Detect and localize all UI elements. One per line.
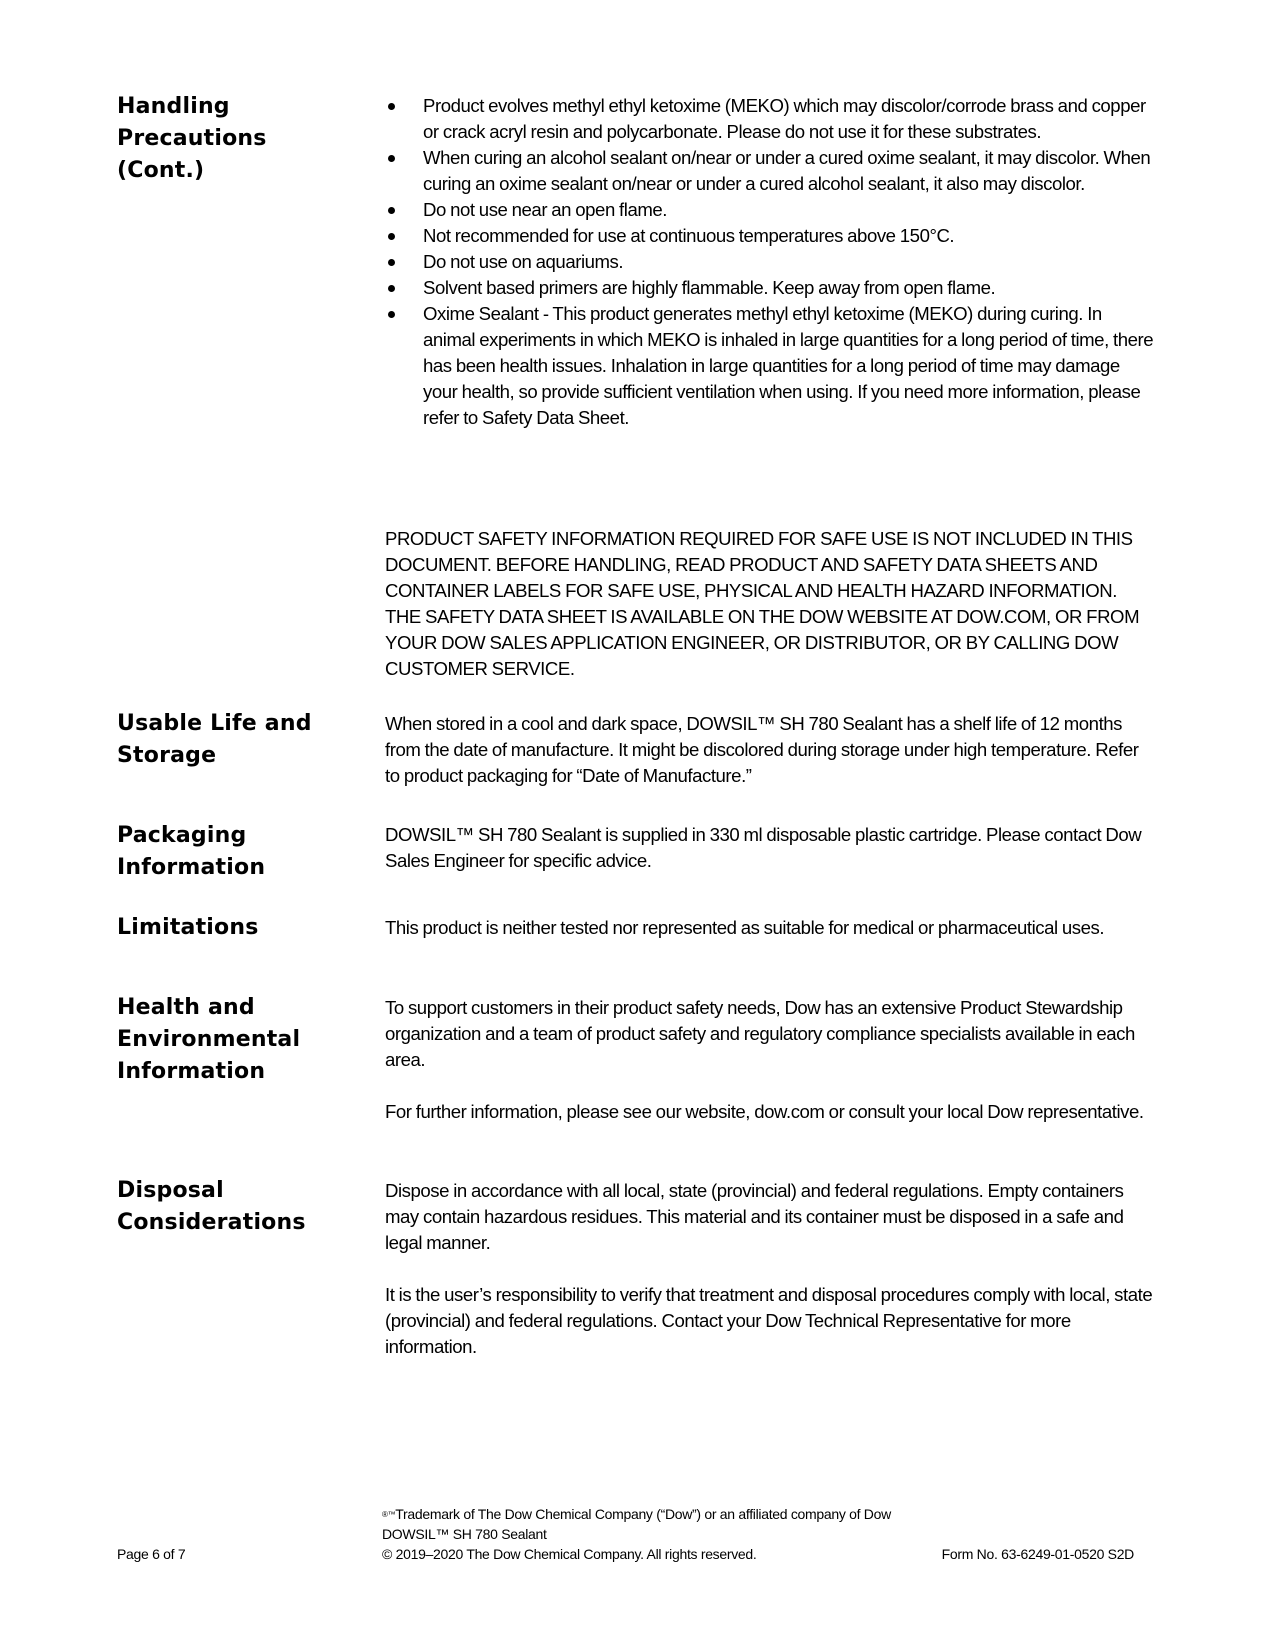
footer-product: DOWSIL™ SH 780 Sealant	[382, 1526, 547, 1542]
list-item: Not recommended for use at continuous temperatures above 150°C.	[385, 223, 1155, 249]
section-heading: Limitations	[117, 915, 259, 940]
section-body	[385, 93, 1155, 431]
footer-form-number: Form No. 63-6249-01-0520 S2D	[941, 1546, 1134, 1562]
bullet-icon	[388, 207, 395, 214]
section-body: When stored in a cool and dark space, DOWSIL™ SH 780 Sealant has a shelf life of 12 months from the date of manufacture. It might be discolored during storage under high temperature. Refer to product packaging for “Date of Manufacture.”	[385, 713, 1139, 786]
list-item: Do not use on aquariums.	[385, 249, 1155, 275]
section-heading: Packaging Information	[117, 823, 266, 880]
list-item: Product evolves methyl ethyl ketoxime (MEKO) which may discolor/corrode brass and copper or crack acryl resin and polycarbonate. Please do not use it for these substrates.	[385, 93, 1155, 145]
footer-trademark: ®™Trademark of The Dow Chemical Company (“Dow”) or an affiliated company of Dow	[382, 1506, 891, 1522]
footer-page-number: Page 6 of 7	[117, 1546, 186, 1562]
section-heading: Handling Precautions (Cont.)	[117, 94, 267, 183]
section-body: DOWSIL™ SH 780 Sealant is supplied in 330 ml disposable plastic cartridge. Please contact Dow Sales Engineer for specific advice.	[385, 824, 1142, 871]
list-item: Solvent based primers are highly flammable. Keep away from open flame.	[385, 275, 1155, 301]
bullet-list	[385, 93, 1155, 431]
bullet-icon	[388, 155, 395, 162]
list-item: When curing an alcohol sealant on/near or under a cured oxime sealant, it may discolor. When curing an oxime sealant on/near or under a cured alcohol sealant, it also may discolor.	[385, 145, 1155, 197]
section-body: Dispose in accordance with all local, state (provincial) and federal regulations. Empty containers may contain hazardous residues. This material and its container must be disposed in a safe and legal manner. It is the user’s responsibility to verify that treatment and disposal procedures comply with local, state (provincial) and federal regulations. Contact your Dow Technical Representative for more information.	[385, 1180, 1153, 1357]
section-body: This product is neither tested nor represented as suitable for medical or pharmaceutical uses.	[385, 917, 1105, 938]
section-heading: Health and Environmental Information	[117, 995, 301, 1084]
section-body: To support customers in their product safety needs, Dow has an extensive Product Stewardship organization and a team of product safety and regulatory compliance specialists available in each area. For further information, please see our website, dow.com or consult your local Dow representative.	[385, 997, 1144, 1122]
list-item: Oxime Sealant - This product generates methyl ethyl ketoxime (MEKO) during curing. In animal experiments in which MEKO is inhaled in large quantities for a long period of time, there has been health issues. Inhalation in large quantities for a long period of time may damage your health, so provide sufficient ventilation when using. If you need more information, please refer to Safety Data Sheet.	[385, 301, 1155, 431]
bullet-icon	[388, 103, 395, 110]
section-heading: Disposal Considerations	[117, 1178, 306, 1235]
bullet-icon	[388, 259, 395, 266]
section-heading: Usable Life and Storage	[117, 711, 312, 768]
bullet-icon	[388, 285, 395, 292]
footer-copyright: © 2019–2020 The Dow Chemical Company. All rights reserved.	[382, 1546, 757, 1562]
safety-notice: PRODUCT SAFETY INFORMATION REQUIRED FOR SAFE USE IS NOT INCLUDED IN THIS DOCUMENT. BEFORE HANDLING, READ PRODUCT AND SAFETY DATA SHEETS AND CONTAINER LABELS FOR SAFE USE, PHYSICAL AND HEALTH HAZARD INFORMATION. THE SAFETY DATA SHEET IS AVAILABLE ON THE DOW WEBSITE AT DOW.COM, OR FROM YOUR DOW SALES APPLICATION ENGINEER, OR DISTRIBUTOR, OR BY CALLING DOW CUSTOMER SERVICE.	[385, 528, 1140, 679]
list-item: Do not use near an open flame.	[385, 197, 1155, 223]
bullet-icon	[388, 233, 395, 240]
bullet-icon	[388, 311, 395, 318]
